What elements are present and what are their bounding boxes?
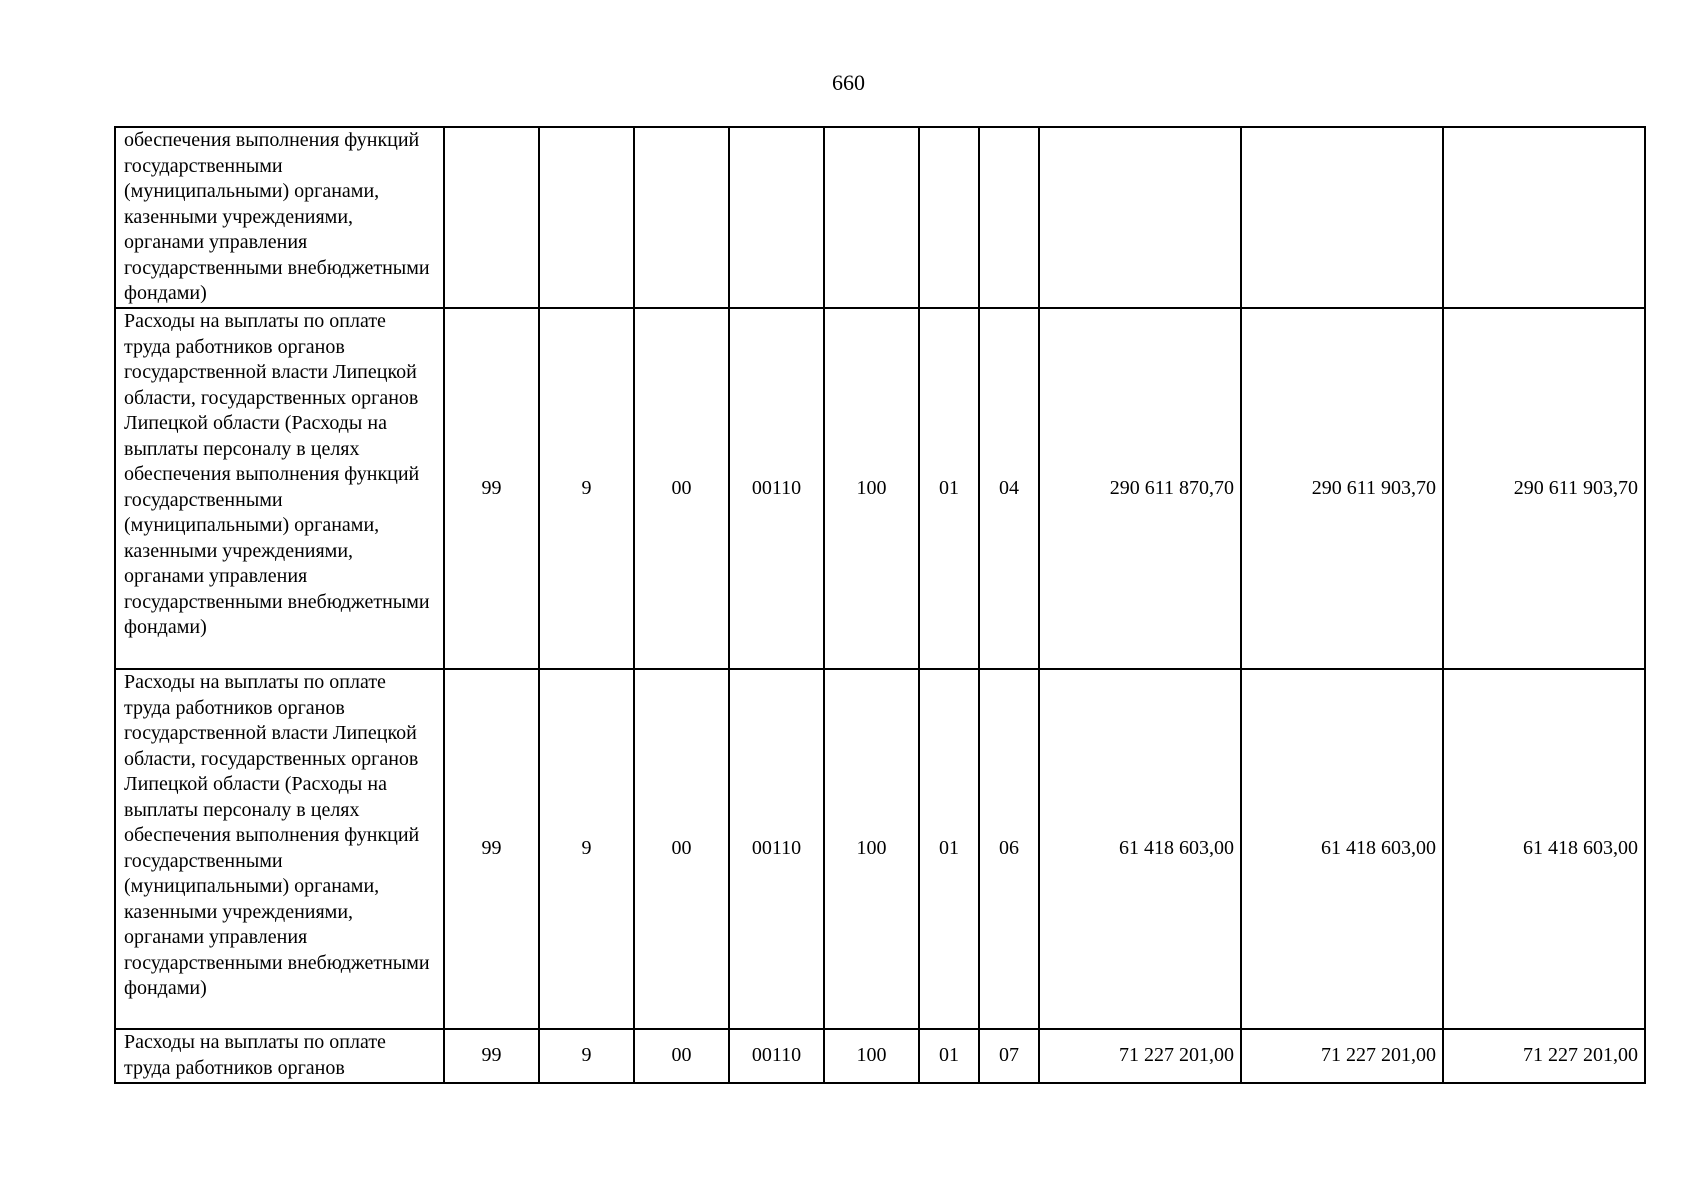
expense-code: 00110 bbox=[729, 669, 824, 1029]
direction-code: 00 bbox=[634, 308, 729, 669]
table-row bbox=[115, 308, 1645, 669]
subprogram-code: 9 bbox=[539, 308, 634, 669]
direction-code bbox=[634, 127, 729, 308]
subsection-code bbox=[979, 127, 1039, 308]
direction-code: 00 bbox=[634, 669, 729, 1029]
amount-1: 61 418 603,00 bbox=[1039, 669, 1241, 1029]
table-row bbox=[115, 127, 1645, 308]
amount-2: 290 611 903,70 bbox=[1241, 308, 1443, 669]
section-code: 01 bbox=[919, 1029, 979, 1083]
expense-code: 00110 bbox=[729, 308, 824, 669]
amount-1: 71 227 201,00 bbox=[1039, 1029, 1241, 1083]
subsection-code: 06 bbox=[979, 669, 1039, 1029]
expense-type-code: 100 bbox=[824, 1029, 919, 1083]
expense-code bbox=[729, 127, 824, 308]
amount-1: 290 611 870,70 bbox=[1039, 308, 1241, 669]
program-code: 99 bbox=[444, 669, 539, 1029]
section-code: 01 bbox=[919, 308, 979, 669]
subprogram-code: 9 bbox=[539, 669, 634, 1029]
expense-type-code: 100 bbox=[824, 308, 919, 669]
amount-2 bbox=[1241, 127, 1443, 308]
subsection-code: 04 bbox=[979, 308, 1039, 669]
amount-1 bbox=[1039, 127, 1241, 308]
section-code bbox=[919, 127, 979, 308]
amount-3: 71 227 201,00 bbox=[1443, 1029, 1645, 1083]
amount-2: 71 227 201,00 bbox=[1241, 1029, 1443, 1083]
page-number: 660 bbox=[832, 70, 865, 95]
row-description: Расходы на выплаты по оплате труда работников органов bbox=[115, 1029, 444, 1083]
subprogram-code: 9 bbox=[539, 1029, 634, 1083]
subprogram-code bbox=[539, 127, 634, 308]
program-code: 99 bbox=[444, 1029, 539, 1083]
subsection-code: 07 bbox=[979, 1029, 1039, 1083]
amount-3: 290 611 903,70 bbox=[1443, 308, 1645, 669]
amount-3 bbox=[1443, 127, 1645, 308]
direction-code: 00 bbox=[634, 1029, 729, 1083]
section-code: 01 bbox=[919, 669, 979, 1029]
expense-type-code: 100 bbox=[824, 669, 919, 1029]
program-code bbox=[444, 127, 539, 308]
table-row bbox=[115, 669, 1645, 1029]
row-description: обеспечения выполнения функций государственными (муниципальными) органами, казенными учреждениями, органами управления государственными внебюджетными фондами) bbox=[115, 127, 444, 308]
amount-2: 61 418 603,00 bbox=[1241, 669, 1443, 1029]
expense-code: 00110 bbox=[729, 1029, 824, 1083]
row-description: Расходы на выплаты по оплате труда работников органов государственной власти Липецкой области, государственных органов Липецкой области (Расходы на выплаты персоналу в целях обеспечения выполнения функций государственными (муниципальными) органами, казенными учреждениями, органами управления государственными внебюджетными фондами) bbox=[115, 669, 444, 1029]
amount-3: 61 418 603,00 bbox=[1443, 669, 1645, 1029]
program-code: 99 bbox=[444, 308, 539, 669]
row-description: Расходы на выплаты по оплате труда работников органов государственной власти Липецкой области, государственных органов Липецкой области (Расходы на выплаты персоналу в целях обеспечения выполнения функций государственными (муниципальными) органами, казенными учреждениями, органами управления государственными внебюджетными фондами) bbox=[115, 308, 444, 669]
budget-table bbox=[114, 126, 1646, 1084]
expense-type-code bbox=[824, 127, 919, 308]
table-row bbox=[115, 1029, 1645, 1083]
